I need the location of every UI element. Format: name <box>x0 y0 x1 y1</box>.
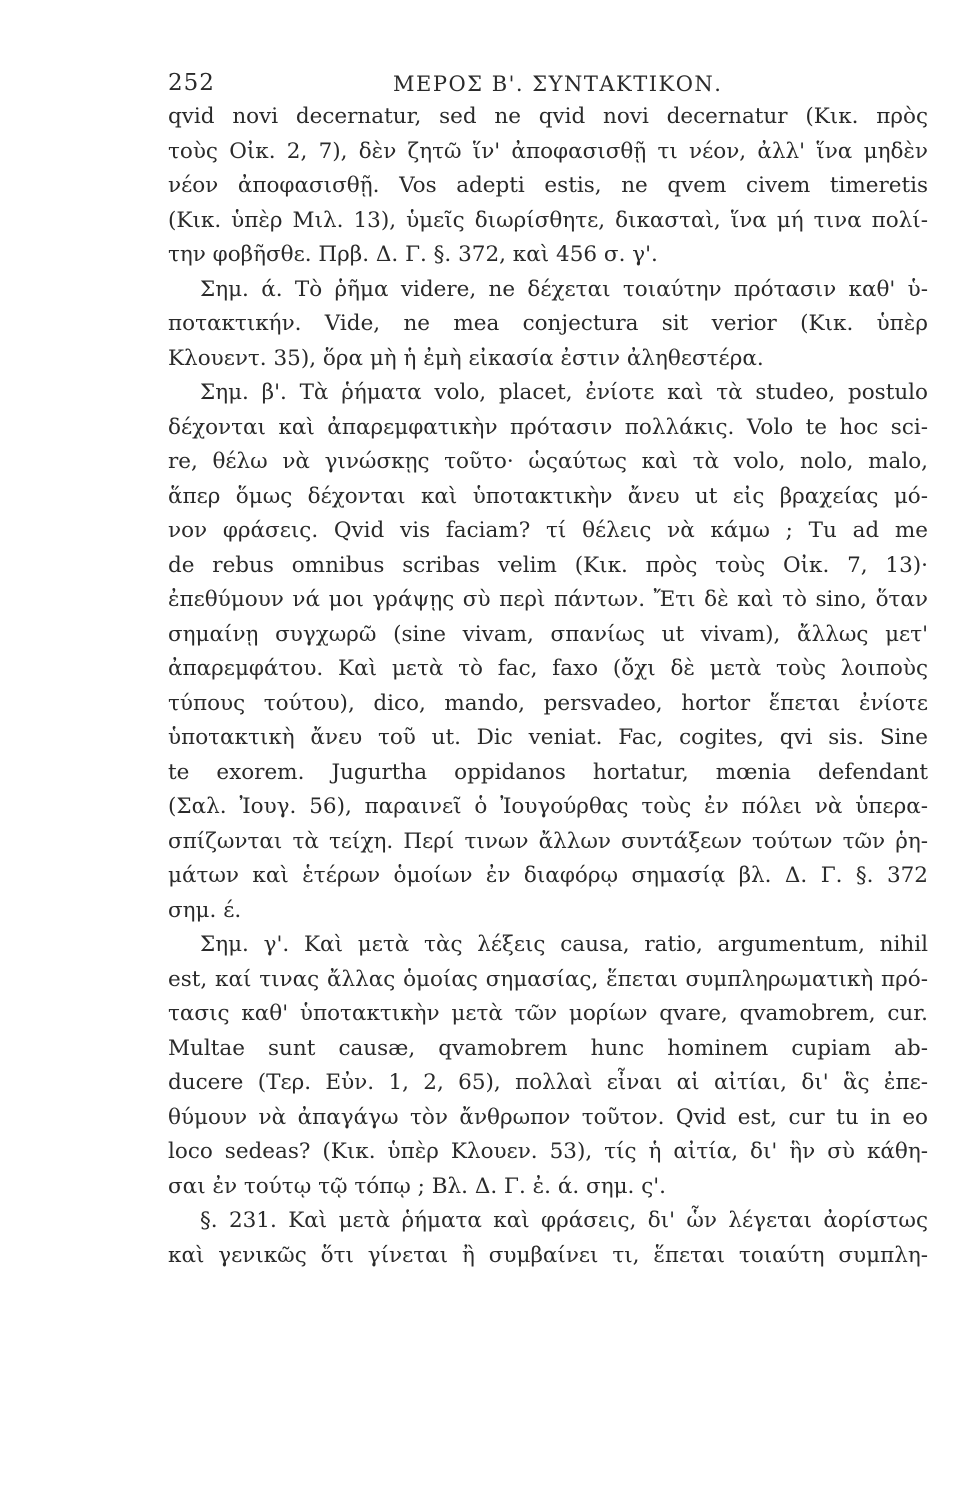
text-line: μάτων καὶ ἑτέρων ὁμοίων ἐν διαφόρῳ σημασίᾳ βλ. Δ. Γ. §. 372 <box>168 863 928 888</box>
text-line: Multae sunt causæ, qvamobrem hunc hominem cupiam ab- <box>168 1035 928 1061</box>
text-line: θύμουν νὰ ἀπαγάγω τὸν ἄνθρωπον τοῦτον. Qvid est, cur tu in eo <box>168 1104 928 1130</box>
text-line: τασις καθ' ὑποτακτικὴν μετὰ τῶν μορίων qvare, qvamobrem, cur. <box>168 1001 928 1026</box>
text-line: de rebus omnibus scribas velim (Κικ. πρὸς τοὺς Οἰκ. 7, 13)· <box>168 552 928 578</box>
text-line: (Κικ. ὑπὲρ Μιλ. 13), ὑμεῖς διωρίσθητε, δικασταὶ, ἵνα μή τινα πολί- <box>168 207 928 233</box>
text-line: qvid novi decernatur, sed ne qvid novi decernatur (Κικ. πρὸς <box>168 104 928 129</box>
text-line: ὑποτακτικὴ ἄνευ τοῦ ut. Dic veniat. Fac, cogites, qvi sis. Sine <box>168 725 928 750</box>
text-line: ducere (Τερ. Εὐν. 1, 2, 65), πολλαὶ εἶναι αἱ αἰτίαι, δι' ἃς ἐπε- <box>168 1070 928 1095</box>
text-line: est, καί τινας ἄλλας ὁμοίας σημασίας, ἕπεται συμπληρωματικὴ πρό- <box>168 966 928 992</box>
text-line: νον φράσεις. Qvid vis faciam? τί θέλεις νὰ κάμω ; Tu ad me <box>168 518 928 543</box>
text-line: Σημ. γ'. Καὶ μετὰ τὰς λέξεις causa, ratio, argumentum, nihil <box>200 932 928 957</box>
page-header <box>168 70 928 102</box>
text-line: σημ. έ. <box>168 897 242 923</box>
text-line: Σημ. β'. Τὰ ῥήματα volo, placet, ἐνίοτε καὶ τὰ studeo, postulo <box>200 380 928 405</box>
text-line: Κλουεντ. 35), ὅρα μὴ ἡ ἐμὴ εἰκασία ἐστιν ἀληθεστέρα. <box>168 345 764 371</box>
text-line: te exorem. Jugurtha oppidanos hortatur, mœnia defendant <box>168 759 928 785</box>
text-line: νέον ἀποφασισθῇ. Vos adepti estis, ne qvem civem timeretis <box>168 173 928 198</box>
text-line: ποτακτικήν. Vide, ne mea conjectura sit verior (Κικ. ὑπὲρ <box>168 311 928 336</box>
text-line: ἅπερ ὅμως δέχονται καὶ ὑποτακτικὴν ἄνευ ut εἰς βραχείας μό- <box>168 483 928 509</box>
text-line: (Σαλ. Ἰουγ. 56), παραινεῖ ὁ Ἰουγούρθας τοὺς ἐν πόλει νὰ ὑπερα- <box>168 794 928 819</box>
text-line: loco sedeas? (Κικ. ὑπὲρ Κλουεν. 53), τίς ἡ αἰτία, δι' ἣν σὺ κάθη- <box>168 1139 928 1164</box>
text-line: καὶ γενικῶς ὅτι γίνεται ἢ συμβαίνει τι, ἕπεται τοιαύτη συμπλη- <box>168 1242 928 1268</box>
text-line: σημαίνῃ συγχωρῶ (sine vivam, σπανίως ut vivam), ἄλλως μετ' <box>168 621 928 647</box>
text-line: σπίζωνται τὰ τείχη. Περί τινων ἄλλων συντάξεων τούτων τῶν ῥη- <box>168 828 928 854</box>
text-line: Σημ. ά. Τὸ ῥῆμα videre, ne δέχεται τοιαύτην πρότασιν καθ' ὑ- <box>200 276 928 302</box>
text-line: τύπους τούτου), dico, mando, persvadeo, hortor ἕπεται ἐνίοτε <box>168 690 928 716</box>
text-line: δέχονται καὶ ἀπαρεμφατικὴν πρότασιν πολλάκις. Volo te hoc sci- <box>168 414 928 440</box>
text-line: §. 231. Καὶ μετὰ ῥήματα καὶ φράσεις, δι' ὧν λέγεται ἀορίστως <box>200 1208 928 1233</box>
text-line: ἐπεθύμουν νά μοι γράψῃς σὺ περὶ πάντων. Ἔτι δὲ καὶ τὸ sino, ὅταν <box>168 587 928 612</box>
text-line: ἀπαρεμφάτου. Καὶ μετὰ τὸ fac, faxo (ὄχι δὲ μετὰ τοὺς λοιποὺς <box>168 656 928 681</box>
text-line: την φοβῆσθε. Πρβ. Δ. Γ. §. 372, καὶ 456 σ. γ'. <box>168 242 658 267</box>
text-line: σαι ἐν τούτῳ τῷ τόπῳ ; Βλ. Δ. Γ. ἐ. ά. σημ. ς'. <box>168 1173 666 1199</box>
text-line: τοὺς Οἰκ. 2, 7), δὲν ζητῶ ἵν' ἀποφασισθῇ τι νέον, ἀλλ' ἵνα μηδὲν <box>168 138 928 164</box>
text-line: re, θέλω νὰ γινώσκῃς τοῦτο· ὡςαύτως καὶ τὰ volo, nolo, malo, <box>168 449 928 474</box>
page-number: 252 <box>168 70 215 96</box>
body-text <box>168 100 928 1273</box>
running-head: ΜΕΡΟΣ Β'. ΣΥΝΤΑΚΤΙΚΟΝ. <box>393 72 723 96</box>
